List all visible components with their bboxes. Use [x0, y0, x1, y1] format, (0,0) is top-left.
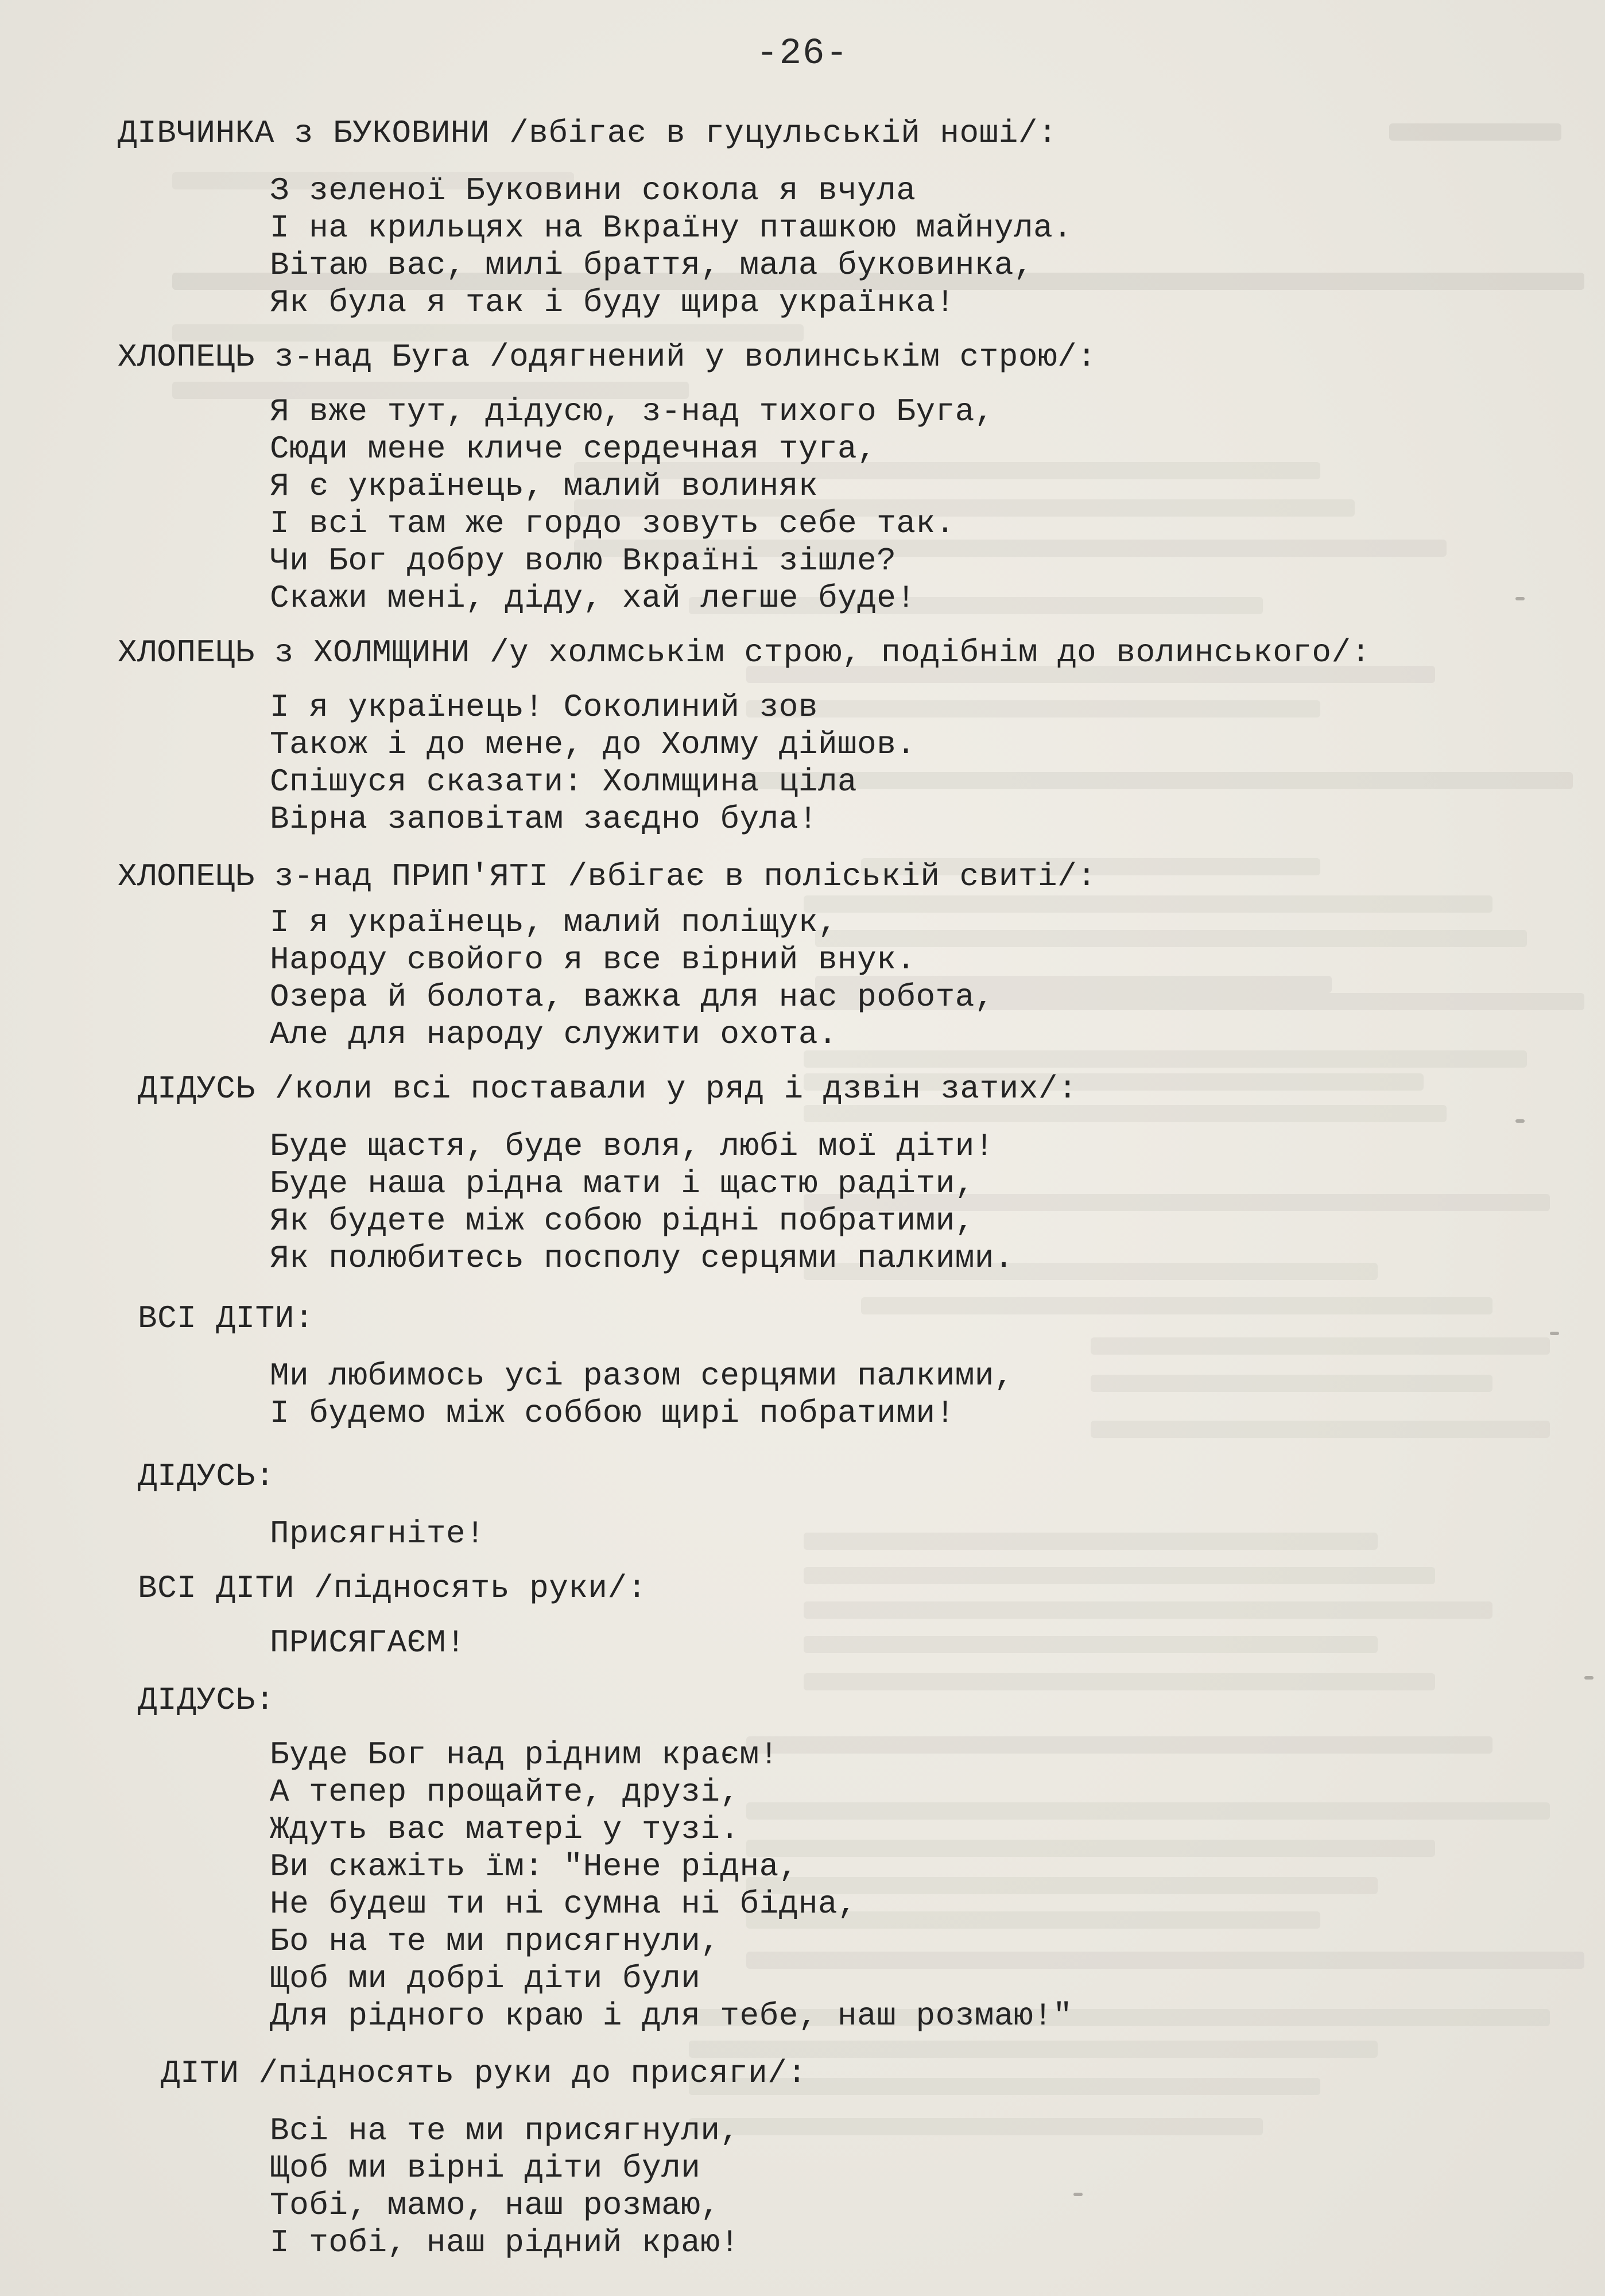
verse-line: Озера й болота, важка для нас робота, [270, 979, 994, 1015]
verse-line: Щоб ми добрі діти були [270, 1960, 701, 1997]
speaker-cue: ХЛОПЕЦЬ з-над ПРИП'ЯТІ /вбігає в поліській свиті/: [118, 858, 1097, 895]
verse-line: Ви скажіть їм: "Нене рідна, [270, 1848, 798, 1885]
speaker-cue: ДІТИ /підносять руки до присяги/: [161, 2055, 807, 2092]
verse-line: Як полюбитесь посполу серцями палкими. [270, 1240, 1014, 1277]
verse-line: ПРИСЯГАЄМ! [270, 1624, 466, 1661]
verse-line: Для рідного краю і для тебе, наш розмаю!" [270, 1998, 1073, 2034]
verse-line: Як будете між собою рідні побратими, [270, 1203, 975, 1239]
verse-line: Буде щастя, буде воля, любі мої діти! [270, 1128, 994, 1165]
verse-line: Я вже тут, дідусю, з-над тихого Буга, [270, 393, 994, 430]
verse-line: Бо на те ми присягнули, [270, 1923, 720, 1960]
verse-line: Спішуся сказати: Холмщина ціла [270, 763, 858, 800]
verse-line: Народу свойого я все вірний внук. [270, 941, 916, 978]
verse-line: Вітаю вас, милі браття, мала буковинка, [270, 247, 1034, 284]
verse-line: Не будеш ти ні сумна ні бідна, [270, 1886, 858, 1922]
verse-line: Скажи мені, діду, хай легше буде! [270, 580, 916, 616]
speaker-cue: ХЛОПЕЦЬ з-над Буга /одягнений у волинськім строю/: [118, 339, 1097, 375]
verse-line: Але для народу служити охота. [270, 1016, 838, 1053]
speaker-cue: ВСІ ДІТИ /підносять руки/: [138, 1570, 647, 1607]
verse-line: Вірна заповітам заєдно була! [270, 801, 818, 837]
verse-line: Буде Бог над рідним краєм! [270, 1736, 779, 1773]
verse-line: І я українець! Соколиний зов [270, 689, 818, 726]
verse-line: Як була я так і буду щира українка! [270, 284, 955, 321]
speaker-cue: ДІДУСЬ /коли всі поставали у ряд і дзвін затих/: [138, 1071, 1078, 1107]
verse-line: І я українець, малий поліщук, [270, 904, 838, 941]
verse-line: Всі на те ми присягнули, [270, 2112, 740, 2149]
verse-line: І будемо між соббою щирі побратими! [270, 1395, 955, 1432]
speaker-cue: ДІДУСЬ: [138, 1682, 275, 1719]
speaker-cue: ХЛОПЕЦЬ з ХОЛМЩИНИ /у холмськім строю, подібнім до волинського/: [118, 634, 1371, 671]
speaker-cue: ДІДУСЬ: [138, 1458, 275, 1495]
verse-line: Тобі, мамо, наш розмаю, [270, 2187, 720, 2224]
verse-line: Чи Бог добру волю Вкраїні зішле? [270, 542, 897, 579]
verse-line: І всі там же гордо зовуть себе так. [270, 505, 955, 542]
verse-line: Ждуть вас матері у тузі. [270, 1811, 740, 1848]
verse-line: З зеленої Буковини сокола я вчула [270, 172, 916, 209]
verse-line: Ми любимось усі разом серцями палкими, [270, 1358, 1014, 1394]
verse-line: Сюди мене кличе сердечная туга, [270, 430, 877, 467]
verse-line: Присягніте! [270, 1515, 486, 1552]
verse-line: І на крильцях на Вкраїну пташкою майнула. [270, 210, 1073, 246]
speaker-cue: ВСІ ДІТИ: [138, 1300, 314, 1337]
speaker-cue: ДІВЧИНКА з БУКОВИНИ /вбігає в гуцульській ноші/: [118, 115, 1058, 152]
verse-line: Також і до мене, до Холму дійшов. [270, 726, 916, 763]
verse-line: І тобі, наш рідний краю! [270, 2224, 740, 2261]
page-number: -26- [756, 33, 849, 75]
verse-line: Щоб ми вірні діти були [270, 2150, 701, 2186]
verse-line: Я є українець, малий волиняк [270, 468, 818, 505]
verse-line: А тепер прощайте, друзі, [270, 1774, 740, 1810]
verse-line: Буде наша рідна мати і щастю радіти, [270, 1165, 975, 1202]
